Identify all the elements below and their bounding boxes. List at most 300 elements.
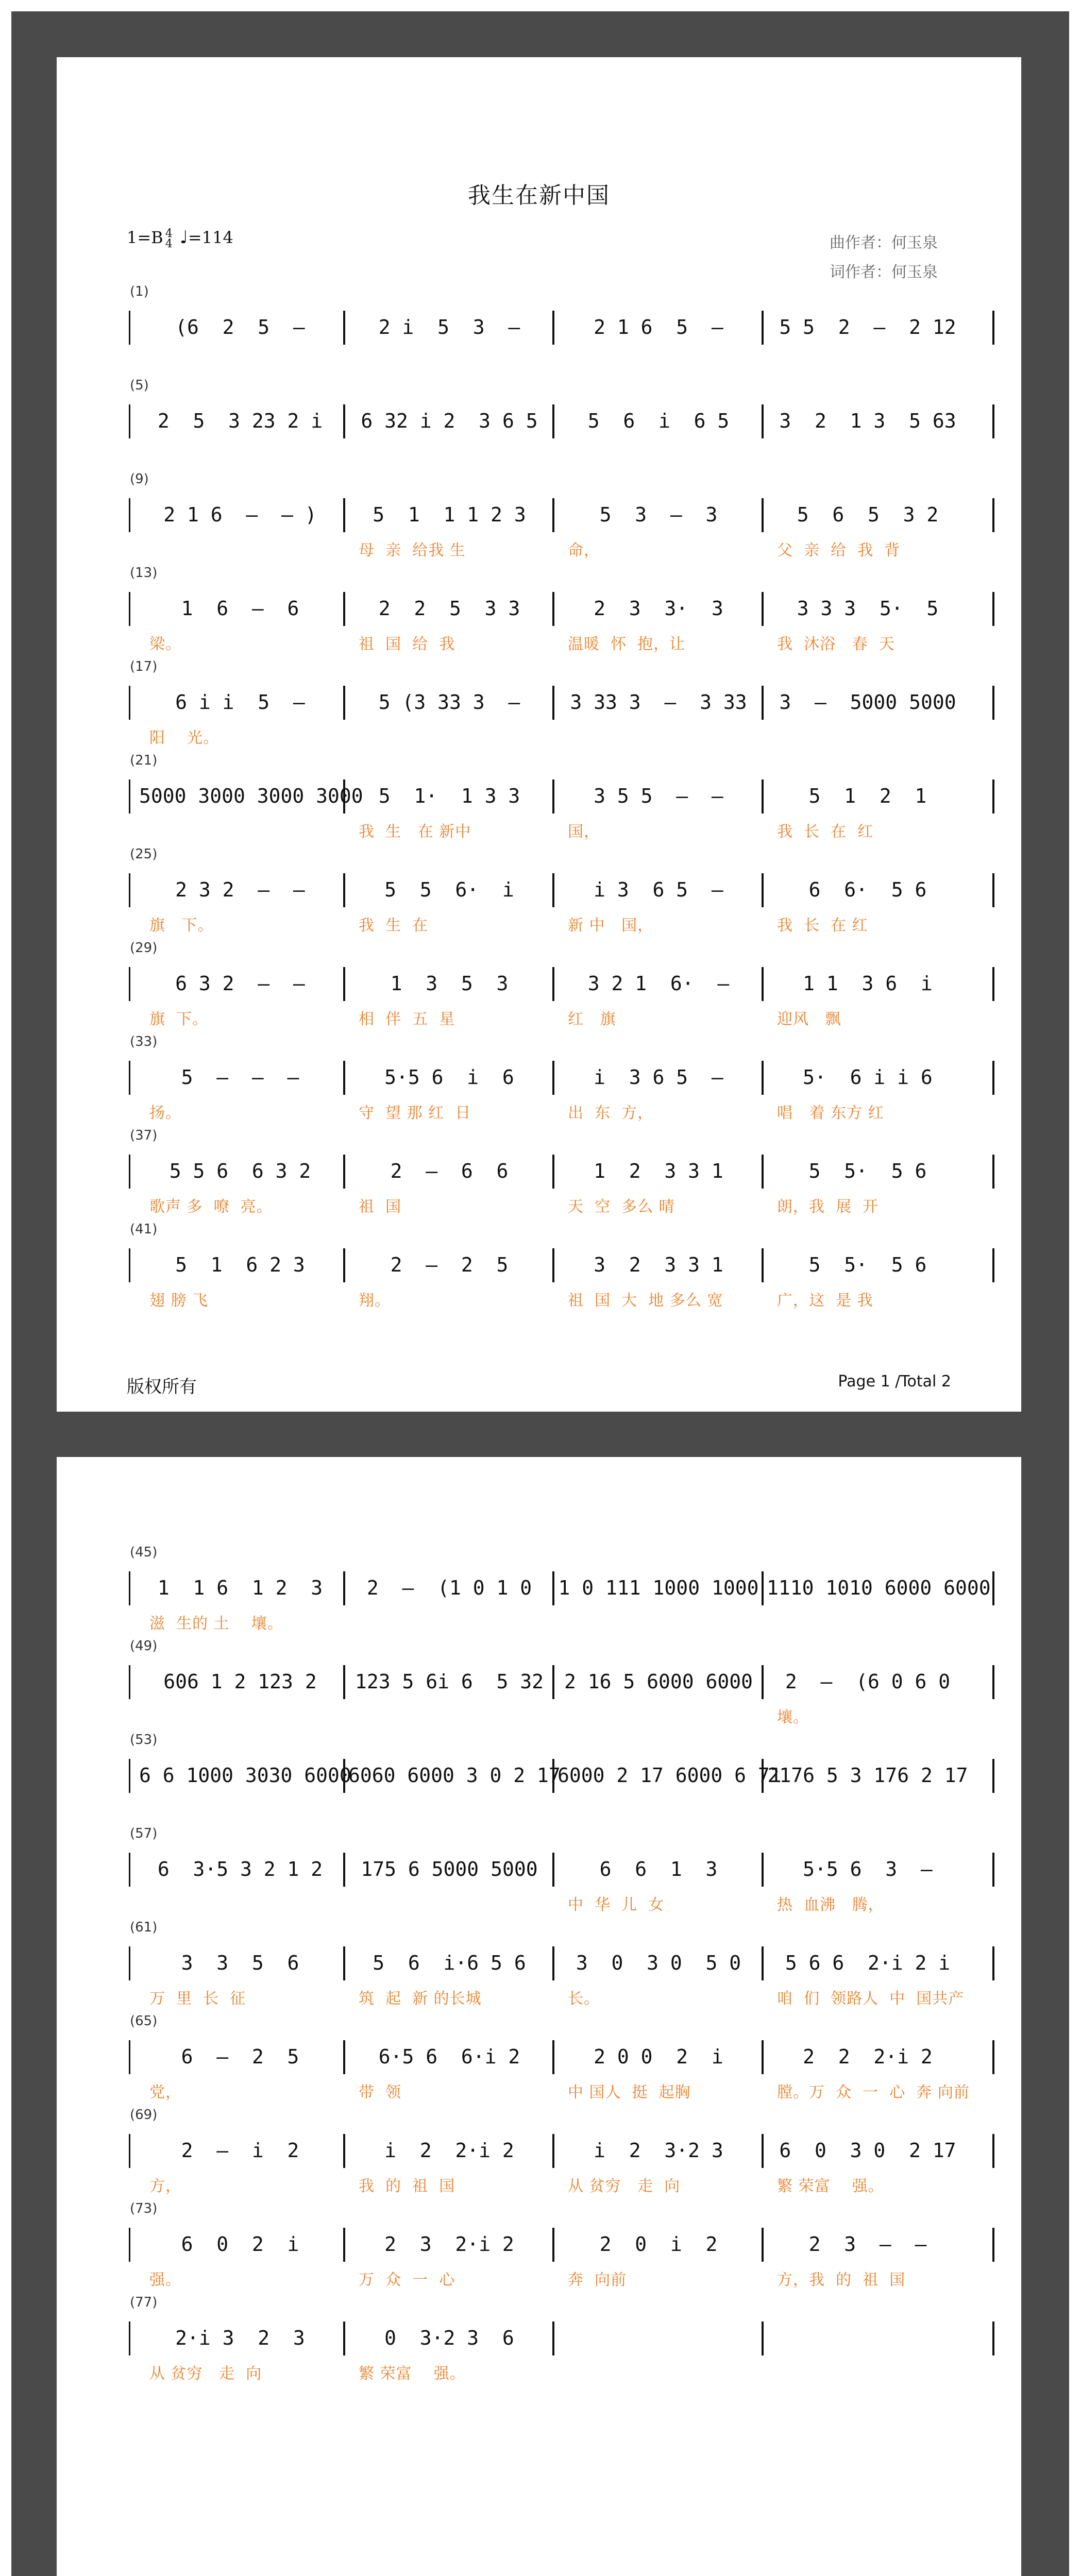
measure-number: (17) xyxy=(130,659,158,674)
measure-notes: 6 6 1 3 xyxy=(599,1858,718,1880)
lyric-segment: 我 长 在 红 xyxy=(777,917,868,935)
measure-number: (13) xyxy=(130,565,158,581)
measure xyxy=(348,1666,550,1697)
measure xyxy=(139,1760,351,1791)
lyric-segment: 守 望 那 红 日 xyxy=(359,1104,471,1122)
key-signature xyxy=(127,227,233,249)
notation-row xyxy=(127,1854,1009,1885)
measure xyxy=(558,1760,782,1791)
measure-notes: 606 1 2 123 2 xyxy=(163,1670,317,1693)
measure xyxy=(767,499,969,530)
lyric-segment: 翔。 xyxy=(359,1292,391,1310)
measure-notes: 3 0 3 0 5 0 xyxy=(576,1952,741,1974)
measure xyxy=(767,1666,969,1697)
lyrics-row xyxy=(127,2361,1009,2381)
notation-row xyxy=(127,2323,1009,2353)
lyrics-row xyxy=(127,1194,1009,1214)
lyricist-credit: 词作者：何玉泉 xyxy=(830,263,938,281)
lyric-segment: 旗 下。 xyxy=(149,917,214,935)
measure-notes: 6 0 2 i xyxy=(181,2233,299,2256)
score-system xyxy=(127,1732,1009,1825)
score-system xyxy=(127,1920,1009,2012)
score-system xyxy=(127,1638,1009,1731)
score-system xyxy=(127,846,1009,939)
lyric-segment: 国， xyxy=(568,823,600,841)
score-system xyxy=(127,284,1009,377)
measure-notes: 2 0 0 2 i xyxy=(594,2045,723,2068)
lyric-segment: 繁 荣富 强。 xyxy=(777,2177,884,2195)
measure-notes: 5000 3000 3000 3000 xyxy=(139,785,363,807)
measure-notes: 1 0 111 1000 1000 xyxy=(558,1577,759,1599)
lyric-segment: 方， xyxy=(149,2177,181,2195)
score-system xyxy=(127,378,1009,470)
measure-notes: 5 5 6· i xyxy=(384,878,514,901)
measure-notes: 1 2 3 3 1 xyxy=(594,1160,723,1182)
lyrics-row xyxy=(127,631,1009,652)
measure-number: (37) xyxy=(130,1128,158,1143)
measure-notes: 3 3 3 5· 5 xyxy=(797,597,939,620)
measure-notes: 5 6 6 2·i 2 i xyxy=(785,1952,951,1974)
notation-row xyxy=(127,1947,1009,1978)
measure-notes: 6 i i 5 – xyxy=(175,691,305,714)
key-text: 1=B xyxy=(127,228,163,247)
measure xyxy=(348,1947,550,1978)
measure-notes: 6 6 1000 3030 6000 xyxy=(139,1764,351,1787)
lyric-segment: 翅 膀 飞 xyxy=(149,1292,209,1310)
measure-number: (77) xyxy=(130,2295,158,2310)
notation-row xyxy=(127,2229,1009,2260)
measure-number: (1) xyxy=(130,284,149,299)
score-system xyxy=(127,2107,1009,2200)
lyric-segment: 朗，我 展 开 xyxy=(777,1198,879,1216)
measure xyxy=(558,2229,759,2260)
score-system xyxy=(127,1128,1009,1221)
measure-notes: 2 3 – – xyxy=(808,2233,927,2256)
measure-number: (21) xyxy=(130,753,158,768)
measure-notes: 2 – (1 0 1 0 xyxy=(366,1577,532,1599)
measure xyxy=(558,1156,759,1187)
lyric-segment: 祖 国 xyxy=(359,1198,402,1216)
measure-notes: 5 1 2 1 xyxy=(808,785,927,807)
lyrics-row xyxy=(127,1287,1009,1308)
lyrics-row xyxy=(127,1704,1009,1725)
lyric-segment: 中 华 儿 女 xyxy=(568,1896,665,1914)
lyric-segment: 迎风 飘 xyxy=(777,1010,841,1028)
lyric-segment: 我 的 祖 国 xyxy=(359,2177,455,2195)
quarter-note-icon: ♩ xyxy=(179,227,188,248)
measure xyxy=(767,874,969,905)
measure-notes: i 2 3·2 3 xyxy=(594,2139,723,2162)
measure xyxy=(348,1854,550,1885)
score-system xyxy=(127,2201,1009,2294)
measure-notes: 3 5 5 – – xyxy=(594,785,723,807)
measure xyxy=(139,1156,341,1187)
measure-notes: 2 3 2 – – xyxy=(175,878,305,901)
measure-notes: 1 1 3 6 i xyxy=(803,972,933,995)
measure-number: (61) xyxy=(130,1920,158,1935)
measure xyxy=(767,687,969,718)
measure-notes: 5 5· 5 6 xyxy=(808,1253,927,1276)
measure-notes: 6 0 3 0 2 17 xyxy=(779,2139,956,2162)
measure-notes: 2 – (6 0 6 0 xyxy=(785,1670,951,1693)
measure-notes: 2 5 3 23 2 i xyxy=(157,410,323,432)
measure-notes: 1 3 5 3 xyxy=(390,972,509,995)
lyric-segment: 繁 荣富 强。 xyxy=(359,2365,466,2383)
measure xyxy=(139,874,341,905)
notation-row xyxy=(127,1062,1009,1093)
measure-notes: 3 2 3 3 1 xyxy=(594,1253,723,1276)
measure xyxy=(767,405,969,436)
measure xyxy=(558,1249,759,1280)
page-indicator: Page 1 /Total 2 xyxy=(838,1372,951,1391)
lyric-segment: 相 伴 五 星 xyxy=(359,1010,455,1028)
lyric-segment: 中 国人 挺 起胸 xyxy=(568,2083,691,2102)
measure xyxy=(558,1666,759,1697)
lyric-segment: 万 众 一 心 xyxy=(359,2271,455,2289)
lyric-segment: 母 亲 给我 生 xyxy=(359,541,466,560)
score-page-1 xyxy=(57,57,1021,1412)
measure xyxy=(558,2323,759,2353)
lyric-segment: 唱 着 东方 红 xyxy=(777,1104,884,1122)
measure xyxy=(558,874,759,905)
lyric-segment: 阳 光。 xyxy=(149,729,219,747)
measure-notes: 1110 1010 6000 6000 xyxy=(767,1577,991,1599)
measure-notes: 5 1 1 1 2 3 xyxy=(373,503,526,526)
measure-notes: 6 32 i 2 3 6 5 xyxy=(361,410,538,432)
measure xyxy=(348,2323,550,2353)
measure-notes: 3 – 5000 5000 xyxy=(779,691,956,714)
lyric-segment: 梁。 xyxy=(149,635,181,653)
lyrics-row xyxy=(127,1892,1009,1912)
measure xyxy=(767,1249,969,1280)
notation-row xyxy=(127,1666,1009,1697)
measure-notes: 5·5 6 3 – xyxy=(803,1858,933,1880)
measure xyxy=(767,1854,969,1885)
lyrics-row xyxy=(127,819,1009,839)
measure-notes: 2 – 2 5 xyxy=(390,1253,509,1276)
measure xyxy=(139,405,341,436)
lyric-segment: 奔 向前 xyxy=(568,2271,627,2289)
measure xyxy=(348,499,550,530)
measure-notes: 5 6 i·6 5 6 xyxy=(373,1952,526,1974)
measure-notes: 0 3·2 3 6 xyxy=(384,2327,514,2349)
measure xyxy=(767,968,969,999)
lyric-segment: 祖 国 大 地 多么 宽 xyxy=(568,1292,723,1310)
measure-notes: 6 – 2 5 xyxy=(181,2045,299,2068)
measure-number: (29) xyxy=(130,940,158,956)
tempo-text: =114 xyxy=(188,228,233,247)
measure-notes: i 2 2·i 2 xyxy=(384,2139,514,2162)
measure-notes: 5 – – – xyxy=(181,1066,299,1089)
score-system xyxy=(127,565,1009,658)
measure-notes: 5 1· 1 3 3 xyxy=(378,785,520,807)
measure-notes: 5 6 i 6 5 xyxy=(587,410,730,432)
measure-notes: 1 6 – 6 xyxy=(181,597,299,620)
measure-notes: 123 5 6i 6 5 32 xyxy=(354,1670,544,1693)
lyric-segment: 带 领 xyxy=(359,2083,402,2102)
lyric-segment: 出 东 方， xyxy=(568,1104,654,1122)
score-system xyxy=(127,2013,1009,2106)
measure-notes: 2 i 5 3 – xyxy=(378,316,520,338)
notation-row xyxy=(127,1156,1009,1187)
score-system xyxy=(127,753,1009,845)
notation-row xyxy=(127,2041,1009,2072)
measure-notes: (6 2 5 – xyxy=(175,316,305,338)
notation-row xyxy=(127,781,1009,811)
measure-notes: 3 33 3 – 3 33 xyxy=(570,691,747,714)
measure-notes: 5 6 5 3 2 xyxy=(797,503,939,526)
composer-credit: 曲作者：何玉泉 xyxy=(830,234,938,252)
score-system xyxy=(127,659,1009,752)
measure xyxy=(558,499,759,530)
score-system xyxy=(127,471,1009,564)
measure xyxy=(558,405,759,436)
measure-notes: 2 0 i 2 xyxy=(599,2233,718,2256)
score-system xyxy=(127,940,1009,1033)
measure xyxy=(558,687,759,718)
measure xyxy=(767,1760,969,1791)
notation-row xyxy=(127,499,1009,530)
lyric-segment: 父 亲 给 我 背 xyxy=(777,541,901,560)
lyric-segment: 滋 生的 土 壤。 xyxy=(149,1615,283,1633)
copyright-text: 版权所有 xyxy=(127,1377,197,1397)
measure xyxy=(558,593,759,624)
measure xyxy=(767,312,969,343)
notation-row xyxy=(127,1249,1009,1280)
measure-notes: 5 (3 33 3 – xyxy=(378,691,520,714)
measure-notes: 3 2 1 6· – xyxy=(587,972,730,995)
measure xyxy=(139,2229,341,2260)
notation-row xyxy=(127,687,1009,718)
measure-notes: 5· 6 i i 6 xyxy=(803,1066,933,1089)
lyrics-row xyxy=(127,537,1009,558)
lyric-segment: 祖 国 给 我 xyxy=(359,635,455,653)
measure-notes: i 3 6 5 – xyxy=(594,1066,723,1089)
measure xyxy=(139,781,363,811)
notation-row xyxy=(127,874,1009,905)
measure xyxy=(767,1156,969,1187)
measure-number: (53) xyxy=(130,1732,158,1748)
measure xyxy=(558,1572,759,1603)
lyrics-row xyxy=(127,1611,1009,1631)
lyric-segment: 歌声 多 嘹 亮。 xyxy=(149,1198,273,1216)
measure-notes: 2 3 3· 3 xyxy=(594,597,723,620)
measure-notes: 1 1 6 1 2 3 xyxy=(157,1577,323,1599)
measure-number: (73) xyxy=(130,2201,158,2216)
measure xyxy=(767,593,969,624)
measure-notes: 2·i 3 2 3 xyxy=(175,2327,305,2349)
measure xyxy=(139,499,341,530)
measure-number: (49) xyxy=(130,1638,158,1654)
measure xyxy=(139,1572,341,1603)
measure-notes: 2 16 5 6000 6000 xyxy=(564,1670,753,1693)
measure xyxy=(767,2323,969,2353)
lyric-segment: 温暖 怀 抱，让 xyxy=(568,635,686,653)
measure-number: (33) xyxy=(130,1034,158,1049)
lyric-segment: 从 贫穷 走 向 xyxy=(149,2365,262,2383)
lyrics-row xyxy=(127,912,1009,933)
measure xyxy=(767,2041,969,2072)
lyrics-row xyxy=(127,2079,1009,2100)
measure xyxy=(348,1249,550,1280)
notation-row xyxy=(127,968,1009,999)
measure-notes: 6 6· 5 6 xyxy=(808,878,927,901)
measure-notes: 175 6 5000 5000 xyxy=(361,1858,538,1880)
measure xyxy=(348,1062,550,1093)
lyric-segment: 旗 下。 xyxy=(149,1010,209,1028)
measure xyxy=(558,1062,759,1093)
measure-notes: 5 3 – 3 xyxy=(599,503,718,526)
score-page-2 xyxy=(57,1457,1021,2576)
measure-notes: 6 3·5 3 2 1 2 xyxy=(157,1858,323,1880)
lyrics-row xyxy=(127,1100,1009,1121)
notation-row xyxy=(127,405,1009,436)
measure-notes: 2 2 5 3 3 xyxy=(378,597,520,620)
measure-notes: 3 2 1 3 5 63 xyxy=(779,410,956,432)
measure-notes: 5 5 6 6 3 2 xyxy=(169,1160,311,1182)
score-system xyxy=(127,1826,1009,1919)
measure xyxy=(767,1062,969,1093)
lyric-segment: 从 贫穷 走 向 xyxy=(568,2177,681,2195)
score-system xyxy=(127,1222,1009,1314)
measure-number: (65) xyxy=(130,2013,158,2029)
lyrics-row xyxy=(127,2173,1009,2194)
measure xyxy=(348,2229,550,2260)
measure-number: (45) xyxy=(130,1545,158,1560)
score-system xyxy=(127,1545,1009,1637)
measure xyxy=(767,2135,969,2166)
measure xyxy=(139,1249,341,1280)
measure xyxy=(139,1854,341,1885)
measure xyxy=(558,1854,759,1885)
lyric-segment: 党， xyxy=(149,2083,181,2102)
measure-notes: 2 1 6 – – ) xyxy=(163,503,317,526)
measure xyxy=(348,687,550,718)
lyric-segment: 红 旗 xyxy=(568,1010,616,1028)
measure-notes: 2 2 2·i 2 xyxy=(803,2045,933,2068)
lyric-segment: 广，这 是 我 xyxy=(777,1292,873,1310)
notation-row xyxy=(127,1572,1009,1603)
measure-number: (41) xyxy=(130,1222,158,1237)
lyric-segment: 热 血沸 腾， xyxy=(777,1896,884,1914)
measure-notes: 5·5 6 i 6 xyxy=(384,1066,514,1089)
measure-number: (5) xyxy=(130,378,149,393)
lyric-segment: 我 长 在 红 xyxy=(777,823,874,841)
measure xyxy=(139,968,341,999)
notation-row xyxy=(127,312,1009,343)
lyric-segment: 方，我 的 祖 国 xyxy=(777,2271,906,2289)
lyric-segment: 筑 起 新 的长城 xyxy=(359,1990,482,2008)
measure xyxy=(139,2041,341,2072)
lyric-segment: 新 中 国， xyxy=(568,917,654,935)
lyric-segment: 膛。万 众 一 心 奔 向前 xyxy=(777,2083,970,2102)
measure xyxy=(558,2135,759,2166)
score-system xyxy=(127,2295,1009,2387)
time-signature: 4 4 xyxy=(165,227,173,250)
measure xyxy=(558,2041,759,2072)
measure xyxy=(767,781,969,811)
lyric-segment: 天 空 多么 晴 xyxy=(568,1198,675,1216)
measure xyxy=(348,405,550,436)
measure-number: (9) xyxy=(130,471,149,487)
lyric-segment: 强。 xyxy=(149,2271,181,2289)
measure-notes: 5 1 6 2 3 xyxy=(175,1253,305,1276)
measure xyxy=(139,2135,341,2166)
lyric-segment: 壤。 xyxy=(777,1708,809,1726)
measure-notes: 2176 5 3 176 2 17 xyxy=(767,1764,968,1787)
measure xyxy=(767,2229,969,2260)
measure xyxy=(139,1062,341,1093)
notation-row xyxy=(127,2135,1009,2166)
lyrics-row xyxy=(127,1006,1009,1027)
measure xyxy=(348,593,550,624)
lyric-segment: 命， xyxy=(568,541,600,560)
measure-notes: 3 3 5 6 xyxy=(181,1952,299,1974)
measure-notes: 2 1 6 5 – xyxy=(594,316,723,338)
measure xyxy=(348,2135,550,2166)
measure-number: (57) xyxy=(130,1826,158,1841)
measure xyxy=(558,968,759,999)
measure-notes: 6·5 6 6·i 2 xyxy=(378,2045,520,2068)
measure xyxy=(348,1760,561,1791)
measure-notes: 2 – i 2 xyxy=(181,2139,299,2162)
score-system xyxy=(127,1034,1009,1127)
lyric-segment: 长。 xyxy=(568,1990,600,2008)
lyric-segment: 万 里 长 征 xyxy=(149,1990,246,2008)
measure xyxy=(558,781,759,811)
lyric-segment: 扬。 xyxy=(149,1104,181,1122)
measure xyxy=(348,968,550,999)
measure-notes: 6 3 2 – – xyxy=(175,972,305,995)
lyric-segment: 我 生 在 xyxy=(359,917,429,935)
measure xyxy=(348,1572,550,1603)
measure xyxy=(139,687,341,718)
lyrics-row xyxy=(127,2267,1009,2287)
measure-notes: 2 – 6 6 xyxy=(390,1160,509,1182)
measure xyxy=(767,1947,969,1978)
measure xyxy=(139,312,341,343)
measure-notes: 5 5· 5 6 xyxy=(808,1160,927,1182)
lyrics-row xyxy=(127,725,1009,745)
measure-notes: 6060 6000 3 0 2 17 xyxy=(348,1764,561,1787)
song-title: 我生在新中国 xyxy=(468,182,610,209)
measure-notes: 6000 2 17 6000 6 71 xyxy=(558,1764,782,1787)
lyrics-row xyxy=(127,1986,1009,2006)
measure xyxy=(348,781,550,811)
measure-number: (69) xyxy=(130,2107,158,2123)
measure xyxy=(139,2323,341,2353)
lyric-segment: 咱 们 领路人 中 国共产 xyxy=(777,1990,965,2008)
measure xyxy=(348,2041,550,2072)
lyric-segment: 我 生 在 新中 xyxy=(359,823,471,841)
measure xyxy=(139,1947,341,1978)
measure xyxy=(139,593,341,624)
measure xyxy=(558,1947,759,1978)
measure xyxy=(767,1572,991,1603)
notation-row xyxy=(127,593,1009,624)
lyric-segment: 我 沐浴 春 天 xyxy=(777,635,895,653)
measure xyxy=(139,1666,341,1697)
measure xyxy=(348,312,550,343)
measure-notes: 2 3 2·i 2 xyxy=(384,2233,514,2256)
notation-row xyxy=(127,1760,1009,1791)
measure xyxy=(348,1156,550,1187)
measure-notes: i 3 6 5 – xyxy=(594,878,723,901)
measure-notes: 5 5 2 – 2 12 xyxy=(779,316,956,338)
measure xyxy=(348,874,550,905)
measure xyxy=(558,312,759,343)
measure-number: (25) xyxy=(130,846,158,862)
